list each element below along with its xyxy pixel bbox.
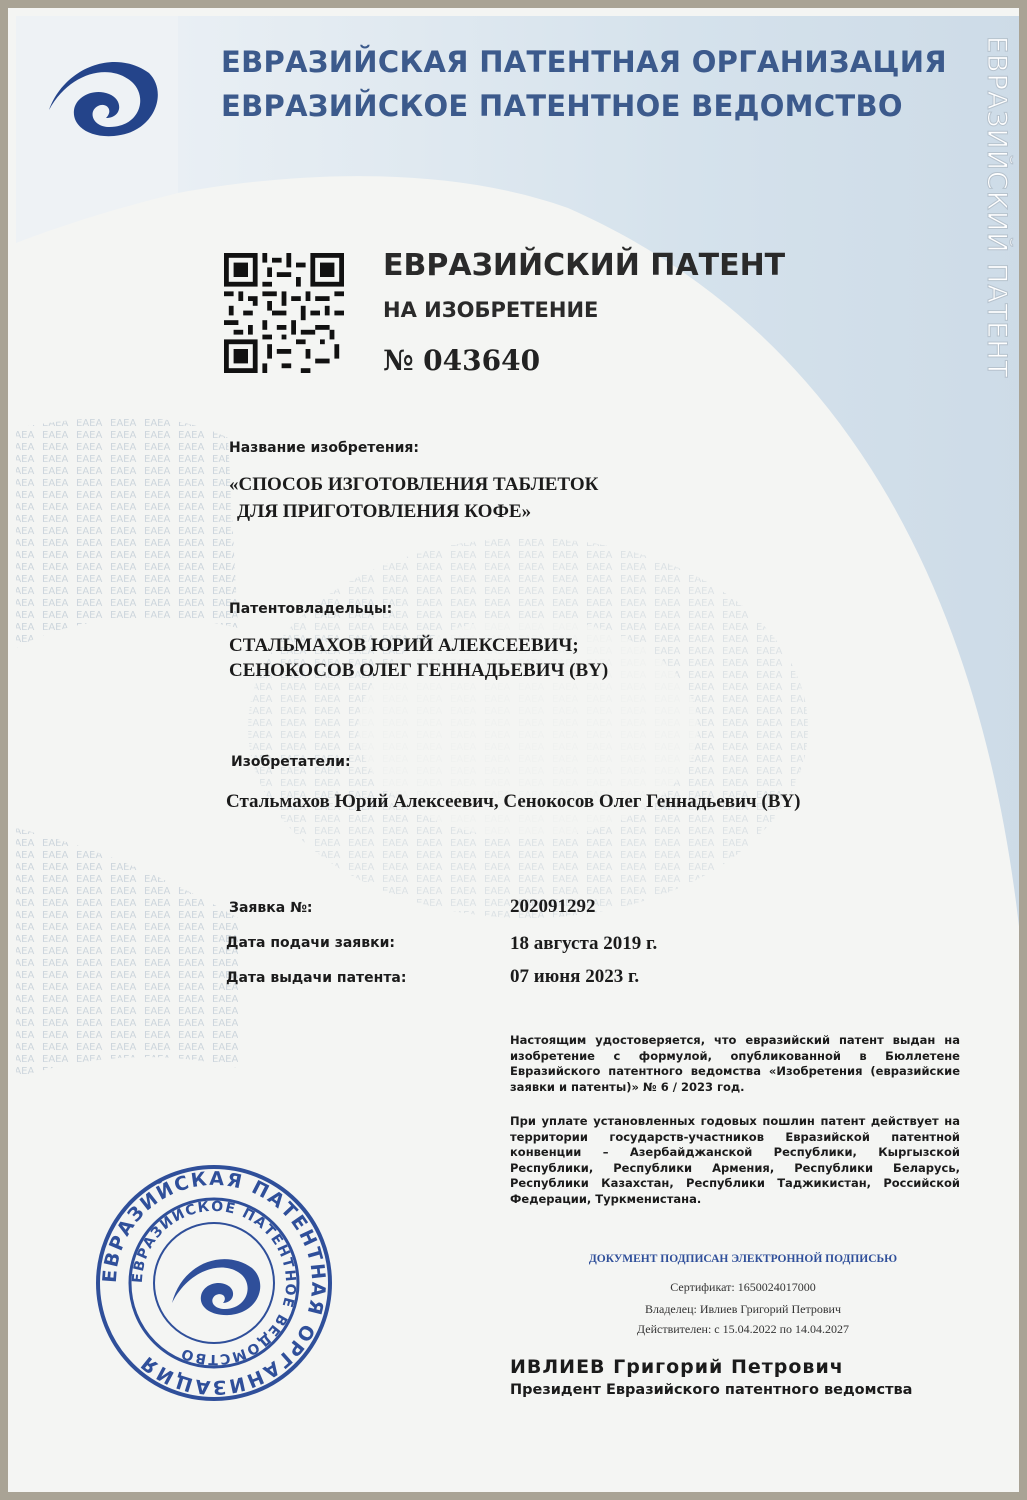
certificate-number: Сертификат: 1650024017000 <box>670 1280 816 1294</box>
owner-line-2: СЕНОКОСОВ ОЛЕГ ГЕННАДЬЕВИЧ (BY) <box>229 660 609 681</box>
signatory-name: ИВЛИЕВ Григорий Петрович <box>510 1356 844 1378</box>
invention-label: Название изобретения: <box>229 440 419 456</box>
org-line-1: ЕВРАЗИЙСКАЯ ПАТЕНТНАЯ ОРГАНИЗАЦИЯ <box>221 45 947 79</box>
application-number-value: 202091292 <box>510 896 596 917</box>
certification-paragraph-1: Настоящим удостоверяется, что евразийский патент выдан на изобретение с формулой, опубликованной в Бюллетене Евразийского патентного ведомства «Изобретения (евразийские заявки и патенты)» № 6 / 2023 год. <box>510 1033 960 1094</box>
patent-title: ЕВРАЗИЙСКИЙ ПАТЕНТ <box>383 248 786 283</box>
e-signature-heading: ДОКУМЕНТ ПОДПИСАН ЭЛЕКТРОННОЙ ПОДПИСЬЮ <box>588 1253 898 1265</box>
issue-date-label: Дата выдачи патента: <box>226 970 407 986</box>
certificate-owner: Владелец: Ивлиев Григорий Петрович <box>645 1302 841 1316</box>
org-line-2: ЕВРАЗИЙСКОЕ ПАТЕНТНОЕ ВЕДОМСТВО <box>221 89 903 123</box>
stamp-logo-icon <box>172 1259 260 1315</box>
inventors-value: Стальмахов Юрий Алексеевич, Сенокосов Олег Геннадьевич (BY) <box>226 791 801 812</box>
org-logo-icon <box>44 48 164 143</box>
filing-date-value: 18 августа 2019 г. <box>510 933 658 954</box>
application-number-label: Заявка №: <box>229 900 313 916</box>
vertical-text: ЕВРАЗИЙСКИЙ ПАТЕНТ <box>981 36 1012 379</box>
signatory-position: Президент Евразийского патентного ведомства <box>510 1382 913 1398</box>
qr-code-icon <box>224 253 344 373</box>
certificate-validity: Действителен: с 15.04.2022 по 14.04.2027 <box>636 1322 850 1336</box>
org-header <box>221 40 947 128</box>
certification-paragraph-2: При уплате установленных годовых пошлин патент действует на территории государств-участников Евразийской патентной конвенции – Азербайджанской Республики, Кыргызской Республики, Республики Армения, Республики Беларусь, Республики Казахстан, Республики Таджикистан, Российской Федерации, Туркменистана. <box>510 1114 960 1206</box>
issue-date-value: 07 июня 2023 г. <box>510 966 640 987</box>
invention-name-line-1: «СПОСОБ ИЗГОТОВЛЕНИЯ ТАБЛЕТОК <box>229 474 599 495</box>
invention-name-line-2: ДЛЯ ПРИГОТОВЛЕНИЯ КОФЕ» <box>237 501 532 522</box>
vertical-patent-text <box>976 36 1016 416</box>
stamp-inner-text: ЕВРАЗИЙСКОЕ ПАТЕНТНОЕ ВЕДОМСТВО <box>129 1198 299 1368</box>
owners-label: Патентовладельцы: <box>229 601 393 617</box>
patent-subtitle: НА ИЗОБРЕТЕНИЕ <box>383 298 599 322</box>
inventors-label: Изобретатели: <box>231 754 351 770</box>
patent-number: № 043640 <box>383 344 541 377</box>
owner-line-1: СТАЛЬМАХОВ ЮРИЙ АЛЕКСЕЕВИЧ; <box>229 635 579 656</box>
filing-date-label: Дата подачи заявки: <box>226 935 396 951</box>
stamp-ring-text: ЕВРАЗИЙСКАЯ ПАТЕНТНАЯ ОРГАНИЗАЦИЯ <box>98 1167 330 1399</box>
official-stamp <box>94 1163 334 1403</box>
